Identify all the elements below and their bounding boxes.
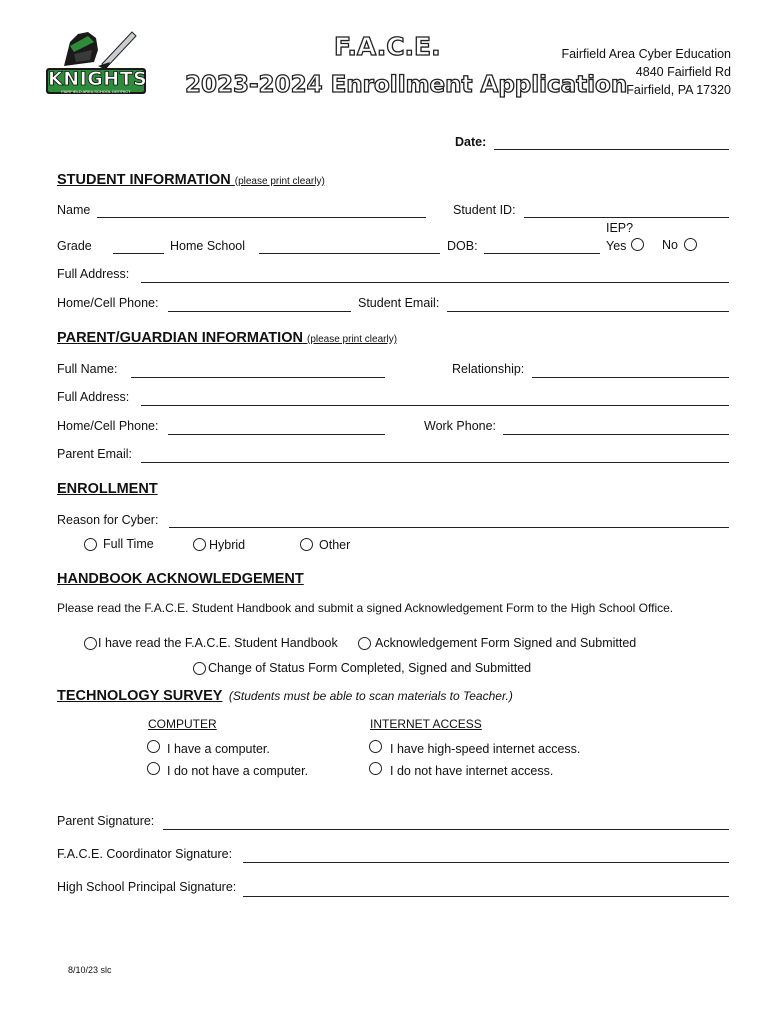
parent-name-field[interactable] [131, 377, 385, 378]
student-info-heading-text: STUDENT INFORMATION [57, 172, 231, 188]
parent-info-note: (please print clearly) [306, 334, 398, 345]
principal-signature-field[interactable] [243, 896, 729, 897]
student-id-field[interactable] [524, 217, 729, 218]
technology-note: (Students must be able to scan materials to Teacher.) [228, 689, 513, 703]
dob-label: DOB: [447, 239, 478, 253]
coordinator-signature-field[interactable] [243, 862, 729, 863]
parent-email-field[interactable] [141, 462, 729, 463]
address-line-1: Fairfield Area Cyber Education [561, 47, 731, 61]
student-info-heading [57, 172, 325, 188]
reason-label: Reason for Cyber: [57, 513, 159, 527]
home-school-field[interactable] [259, 253, 440, 254]
iep-no-radio[interactable] [684, 238, 697, 251]
reason-field[interactable] [169, 527, 729, 528]
has-internet-radio[interactable] [369, 740, 382, 753]
school-address [561, 45, 731, 99]
dob-field[interactable] [484, 253, 600, 254]
grade-field[interactable] [113, 253, 164, 254]
principal-signature-label: High School Principal Signature: [57, 880, 237, 894]
full-time-label: Full Time [103, 537, 154, 551]
coordinator-signature-label: F.A.C.E. Coordinator Signature: [57, 847, 233, 861]
relationship-label: Relationship: [452, 362, 525, 376]
no-computer-radio[interactable] [147, 762, 160, 775]
handbook-instruction: Please read the F.A.C.E. Student Handbook and submit a signed Acknowledgement Form to the High School Office. [57, 601, 674, 615]
hybrid-radio[interactable] [193, 538, 206, 551]
address-line-3: Fairfield, PA 17320 [626, 83, 731, 97]
parent-name-label: Full Name: [57, 362, 118, 376]
enrollment-heading: ENROLLMENT [57, 481, 158, 497]
student-name-label: Name [57, 203, 91, 217]
no-internet-label: I do not have internet access. [390, 764, 554, 778]
status-form-radio[interactable] [193, 662, 206, 675]
ack-form-radio[interactable] [358, 637, 371, 650]
parent-email-label: Parent Email: [57, 447, 133, 461]
iep-no-label: No [662, 238, 678, 252]
parent-address-field[interactable] [141, 405, 729, 406]
student-id-label: Student ID: [453, 203, 516, 217]
student-phone-field[interactable] [168, 311, 351, 312]
no-internet-radio[interactable] [369, 762, 382, 775]
parent-phone-label: Home/Cell Phone: [57, 419, 159, 433]
parent-phone-field[interactable] [168, 434, 385, 435]
technology-heading-text: TECHNOLOGY SURVEY [57, 688, 223, 704]
student-email-field[interactable] [447, 311, 729, 312]
logo-wordmark: KNIGHTS [48, 68, 148, 90]
handbook-heading: HANDBOOK ACKNOWLEDGEMENT [57, 571, 304, 587]
work-phone-label: Work Phone: [424, 419, 497, 433]
parent-signature-label: Parent Signature: [57, 814, 155, 828]
iep-yes-radio[interactable] [631, 238, 644, 251]
internet-heading: INTERNET ACCESS [370, 717, 482, 731]
relationship-field[interactable] [532, 377, 729, 378]
knights-logo [44, 28, 148, 102]
parent-info-heading [57, 330, 397, 346]
other-label: Other [319, 538, 351, 552]
handbook-read-label: I have read the F.A.C.E. Student Handbook [98, 636, 338, 650]
student-info-note: (please print clearly) [234, 176, 325, 187]
work-phone-field[interactable] [503, 434, 729, 435]
form-title: F.A.C.E. [334, 32, 441, 61]
student-phone-label: Home/Cell Phone: [57, 296, 159, 310]
parent-address-label: Full Address: [57, 390, 130, 404]
hybrid-label: Hybrid [209, 538, 246, 552]
student-name-field[interactable] [97, 217, 426, 218]
form-subtitle: 2023-2024 Enrollment Application [185, 72, 628, 98]
footer-revision: 8/10/23 slc [68, 965, 112, 975]
computer-heading: COMPUTER [148, 717, 217, 731]
student-address-field[interactable] [141, 282, 729, 283]
technology-heading [57, 687, 513, 705]
no-computer-label: I do not have a computer. [167, 764, 309, 778]
parent-info-heading-text: PARENT/GUARDIAN INFORMATION [57, 330, 303, 346]
has-internet-label: I have high-speed internet access. [390, 742, 581, 756]
home-school-label: Home School [170, 239, 246, 253]
iep-yes-label: Yes [606, 239, 627, 253]
has-computer-label: I have a computer. [167, 742, 270, 756]
ack-form-label: Acknowledgement Form Signed and Submitted [375, 636, 637, 650]
full-time-radio[interactable] [84, 538, 97, 551]
date-field[interactable] [494, 149, 729, 150]
student-email-label: Student Email: [358, 296, 440, 310]
address-line-2: 4840 Fairfield Rd [635, 65, 731, 79]
date-label: Date: [455, 135, 487, 149]
other-radio[interactable] [300, 538, 313, 551]
status-form-label: Change of Status Form Completed, Signed and Submitted [208, 661, 532, 675]
student-address-label: Full Address: [57, 267, 130, 281]
iep-label: IEP? [606, 221, 634, 235]
parent-signature-field[interactable] [163, 829, 729, 830]
grade-label: Grade [57, 239, 92, 253]
logo-subtext: FAIRFIELD AREA SCHOOL DISTRICT [61, 89, 131, 94]
has-computer-radio[interactable] [147, 740, 160, 753]
handbook-read-radio[interactable] [84, 637, 97, 650]
